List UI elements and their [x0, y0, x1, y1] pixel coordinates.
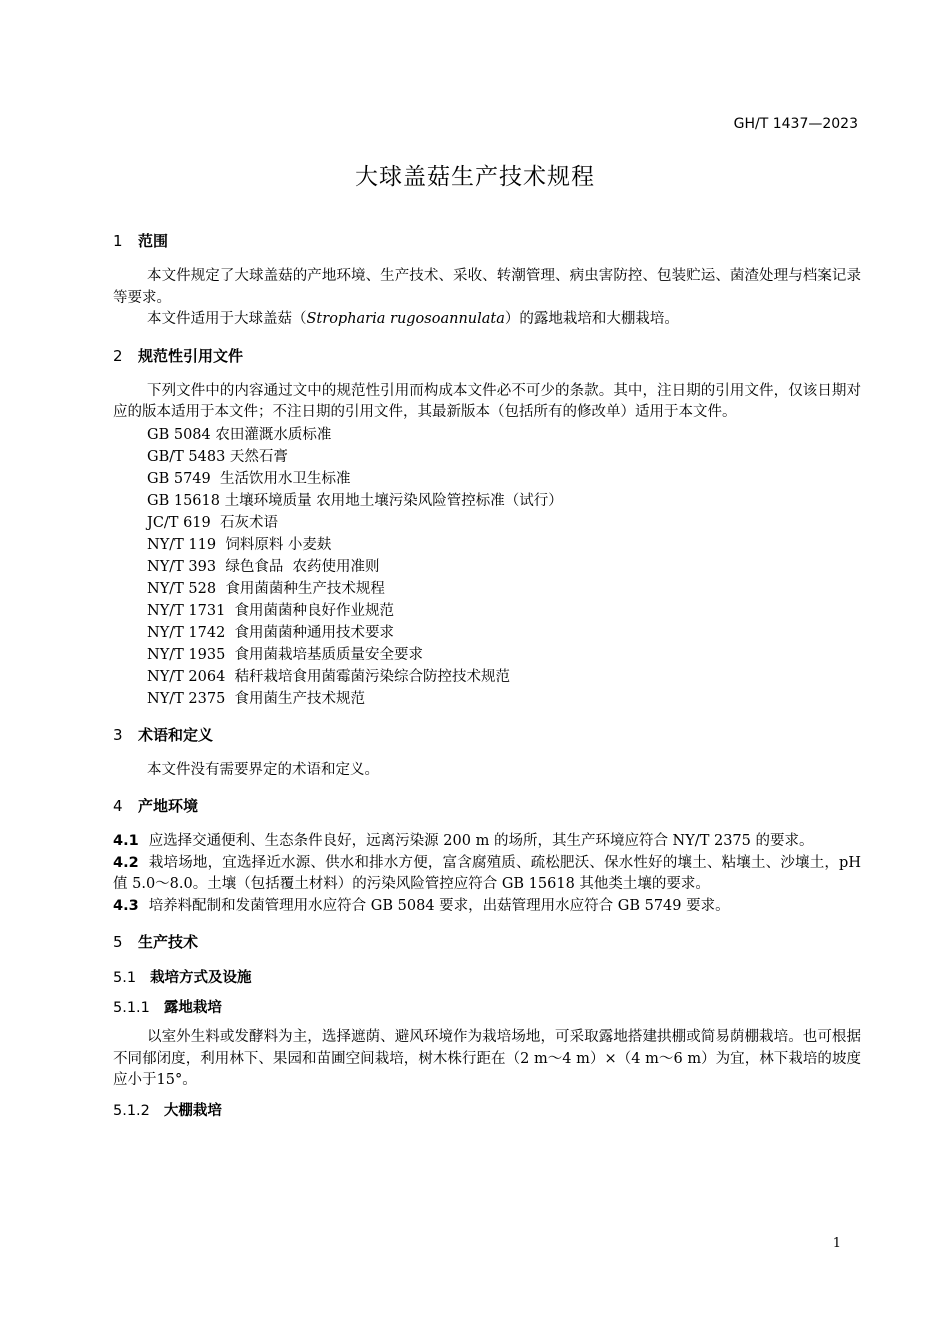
section-heading-5 — [113, 931, 861, 953]
subsection-number: 5.1.1 — [113, 1000, 150, 1016]
reference-item: NY/T 2064 秸秆栽培食用菌霉菌污染综合防控技术规范 — [147, 668, 511, 685]
reference-item: NY/T 393 绿色食品 农药使用准则 — [147, 558, 380, 575]
document-title: 大球盖菇生产技术规程 — [355, 164, 595, 190]
subsection-heading-5-1-1 — [113, 997, 861, 1019]
section-number: 1 — [113, 232, 123, 250]
paragraph: 下列文件中的内容通过文中的规范性引用而构成本文件必不可少的条款。其中，注日期的引用文件，仅该日期对应的版本适用于本文件；不注日期的引用文件，其最新版本（包括所有的修改单）适用于本文件。 — [113, 382, 861, 420]
reference-item: GB 5084 农田灌溉水质标准 — [147, 426, 332, 443]
clause-number: 4.1 — [113, 833, 139, 849]
reference-item: GB/T 5483 天然石膏 — [147, 448, 288, 465]
reference-item: NY/T 1935 食用菌栽培基质质量安全要求 — [147, 646, 424, 663]
page-number: 1 — [832, 1236, 841, 1251]
clause-4-3: 4.3 培养料配制和发菌管理用水应符合 GB 5084 要求，出菇管理用水应符合 GB 5749 要求。 — [113, 897, 730, 914]
reference-item: NY/T 528 食用菌菌种生产技术规程 — [147, 580, 385, 597]
subsection-heading-5-1-2 — [113, 1100, 861, 1122]
subsection-number: 5.1 — [113, 970, 137, 986]
standard-number: GH/T 1437—2023 — [733, 116, 858, 132]
section-heading-1 — [113, 230, 861, 252]
reference-item: NY/T 1731 食用菌菌种良好作业规范 — [147, 602, 395, 619]
section-number: 2 — [113, 346, 123, 365]
paragraph: 本文件规定了大球盖菇的产地环境、生产技术、采收、转潮管理、病虫害防控、包装贮运、菌渣处理与档案记录等要求。 — [113, 268, 861, 306]
subsection-title: 大棚栽培 — [163, 1102, 222, 1119]
subsection-number: 5.1.2 — [113, 1102, 150, 1119]
subsection-title: 栽培方式及设施 — [150, 970, 252, 986]
subsection-title: 露地栽培 — [163, 1000, 222, 1016]
clause-4-1: 4.1 应选择交通便利、生态条件良好，远离污染源 200 m 的场所，其生产环境应符合 NY/T 2375 的要求。 — [113, 833, 814, 849]
section-title: 范围 — [138, 232, 169, 250]
section-title: 生产技术 — [138, 933, 199, 951]
reference-item: JC/T 619 石灰术语 — [147, 514, 278, 531]
paragraph: 本文件适用于大球盖菇（Stropharia rugosoannulata）的露地栽培和大棚栽培。 — [147, 311, 679, 327]
section-heading-4 — [113, 795, 861, 817]
subsection-heading-5-1 — [113, 967, 861, 989]
reference-item: GB 5749 生活饮用水卫生标准 — [147, 470, 351, 487]
section-heading-3 — [113, 724, 861, 746]
section-number: 4 — [113, 797, 123, 815]
reference-item: NY/T 119 饲料原料 小麦麸 — [147, 536, 332, 553]
paragraph: 以室外生料或发酵料为主，选择遮荫、避风环境作为栽培场地，可采取露地搭建拱棚或简易荫棚栽培。也可根据不同郁闭度，利用林下、果园和苗圃空间栽培，树木株行距在（2 m～4 m）×（4 m～6 m）为宜，林下栽培的坡度应小于15°。 — [113, 1029, 861, 1088]
clause-number: 4.3 — [113, 897, 139, 914]
section-number: 3 — [113, 725, 123, 744]
section-title: 术语和定义 — [138, 725, 214, 744]
reference-item: GB 15618 土壤环境质量 农用地土壤污染风险管控标准（试行） — [147, 492, 563, 509]
reference-item: NY/T 1742 食用菌菌种通用技术要求 — [147, 624, 395, 641]
document-body — [113, 230, 861, 1122]
latin-species-name: Stropharia rugosoannulata — [306, 311, 505, 327]
paragraph: 本文件没有需要界定的术语和定义。 — [147, 761, 379, 778]
clause-4-2: 4.2 栽培场地，宜选择近水源、供水和排水方便，富含腐殖质、疏松肥沃、保水性好的壤土、粘壤土、沙壤土，pH 值 5.0～8.0。土壤（包括覆土材料）的污染风险管控应符合 GB 15618 其他类土壤的要求。 — [113, 854, 861, 892]
section-number: 5 — [113, 933, 123, 951]
reference-item: NY/T 2375 食用菌生产技术规范 — [147, 690, 366, 707]
clause-number: 4.2 — [113, 854, 139, 871]
section-title: 产地环境 — [138, 797, 199, 815]
section-title: 规范性引用文件 — [138, 346, 244, 365]
section-heading-2 — [113, 345, 861, 367]
